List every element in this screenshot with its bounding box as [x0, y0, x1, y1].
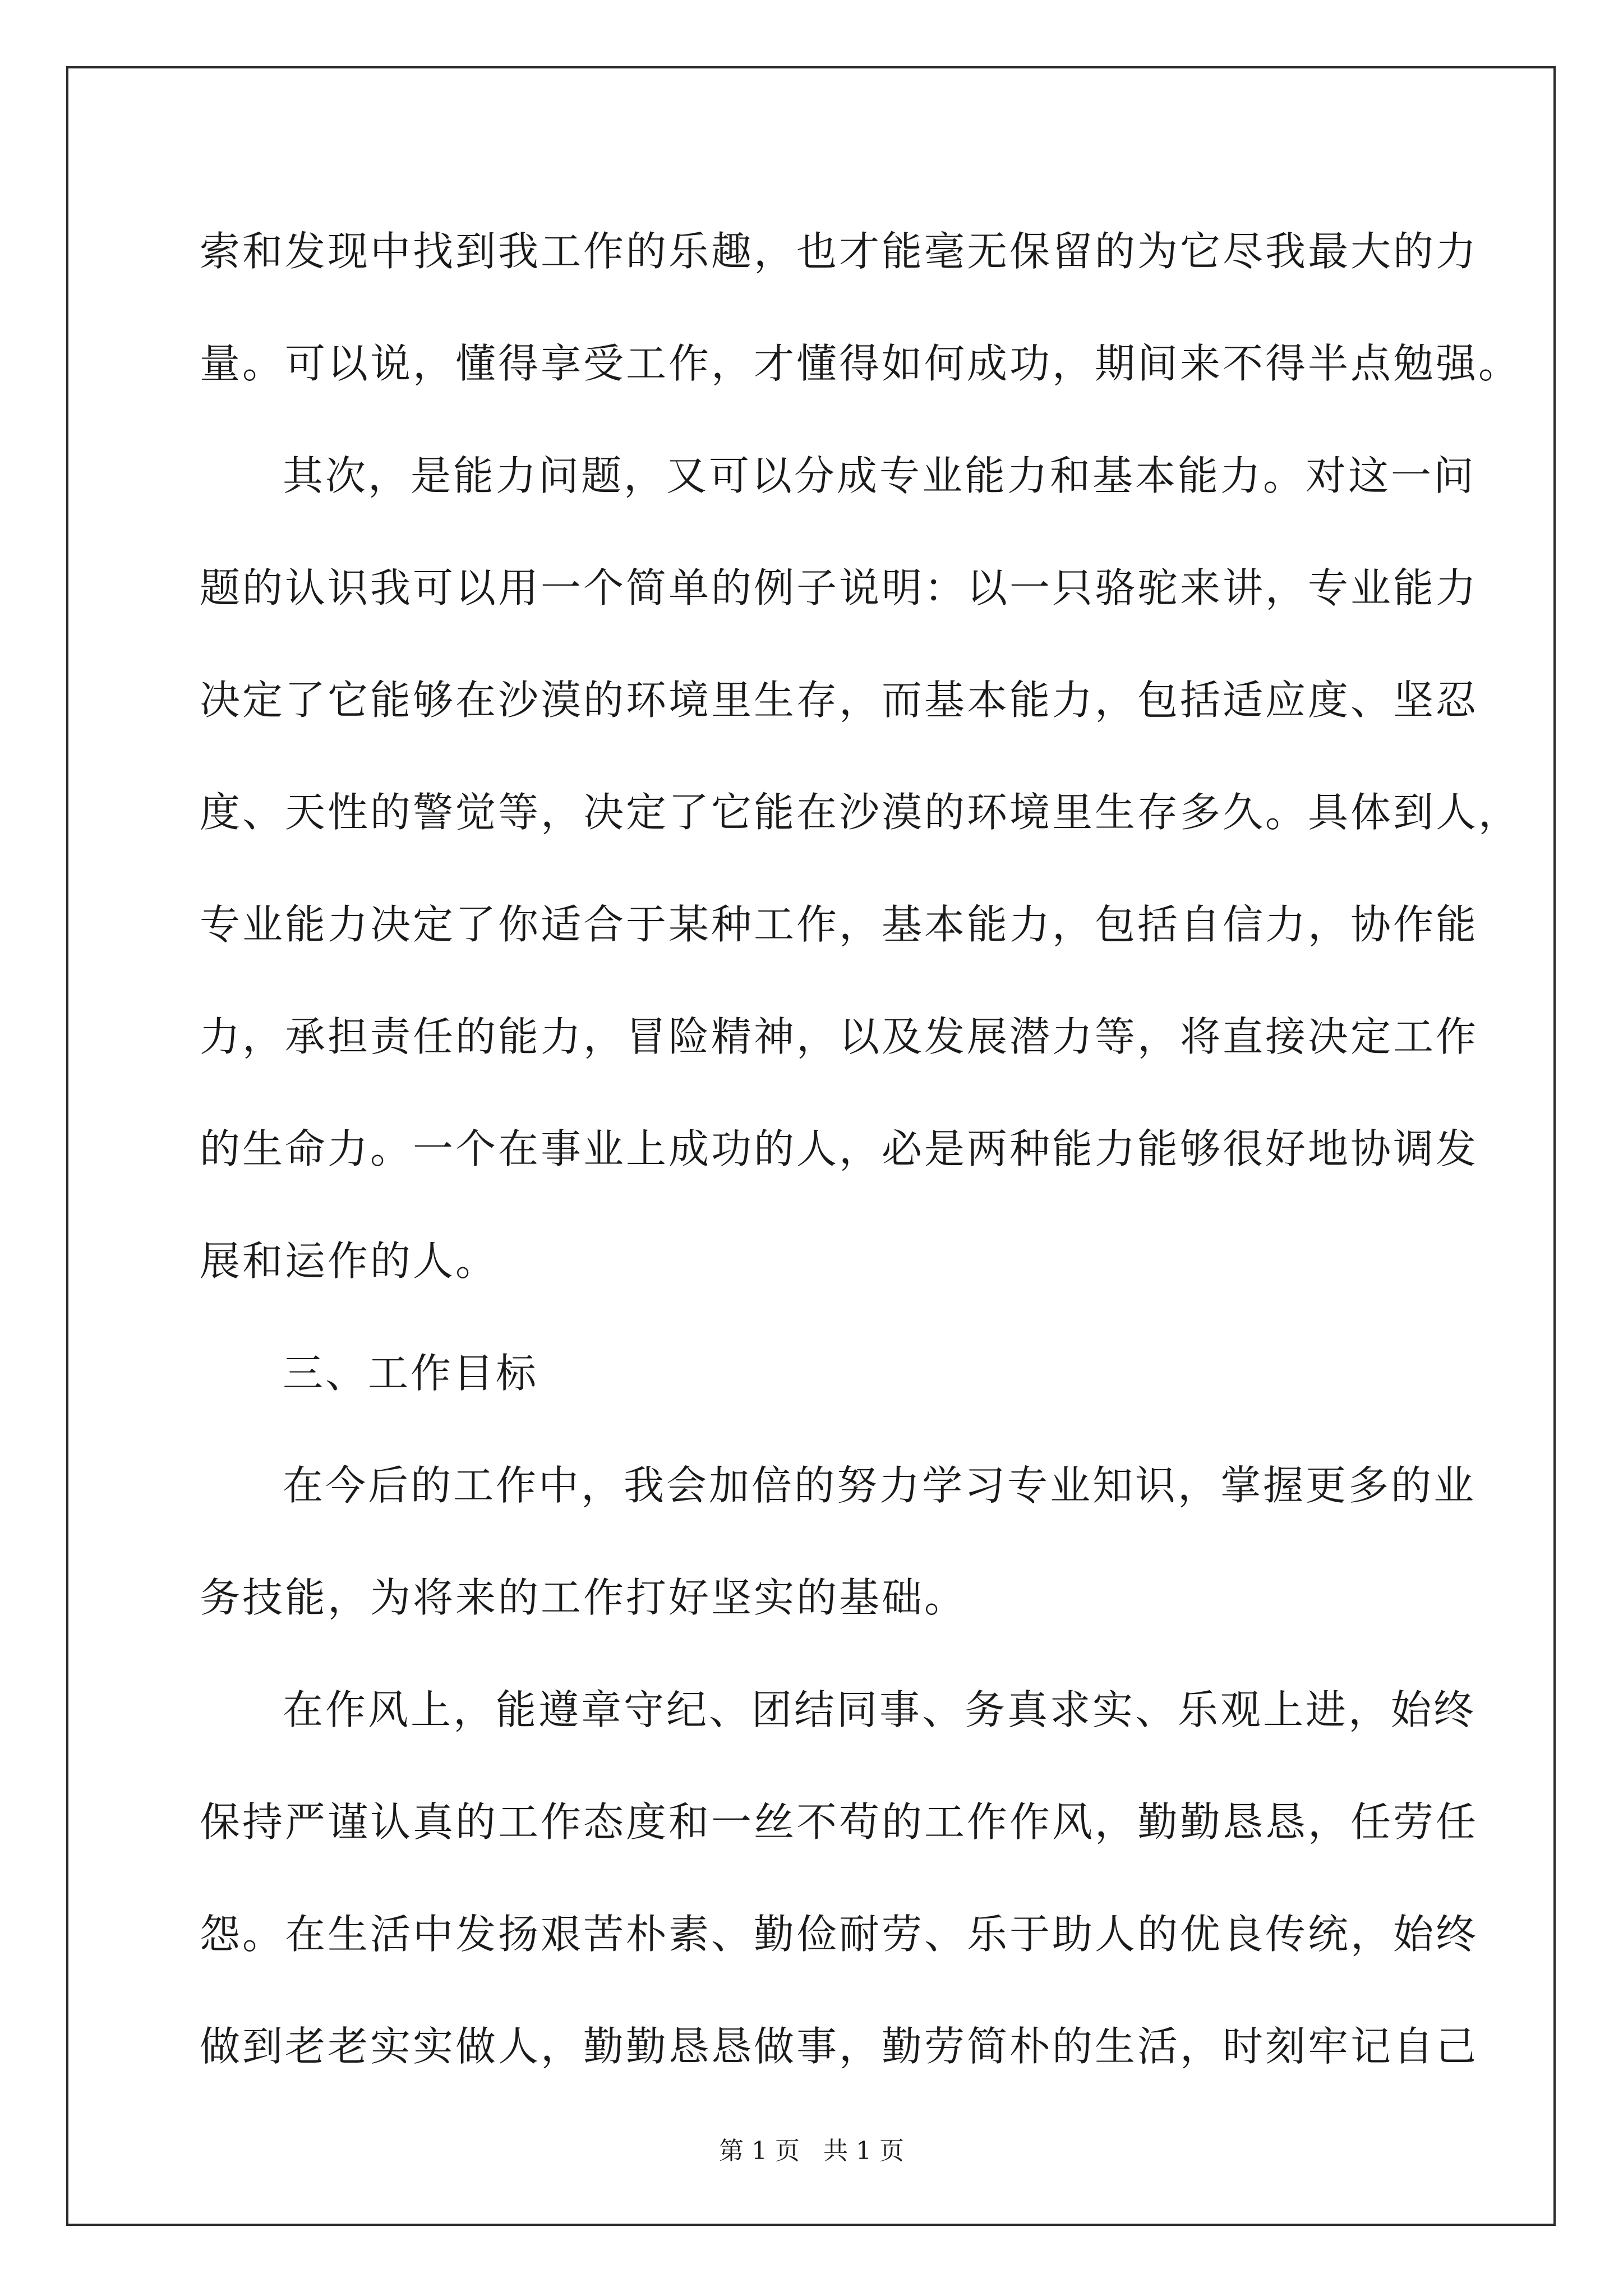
text-line-15: 保持严谨认真的工作态度和一丝不苟的工作作风，勤勤恳恳，任劳任	[200, 1798, 1479, 1846]
text-line-7: 专业能力决定了你适合于某种工作，基本能力，包括自信力，协作能	[200, 901, 1479, 948]
text-line-6: 度、天性的警觉等，决定了它能在沙漠的环境里生存多久。具体到人，	[200, 789, 1521, 836]
text-line-13: 务技能，为将来的工作打好坚实的基础。	[200, 1574, 967, 1621]
page-number-footer: 第 1 页 共 1 页	[719, 2137, 904, 2165]
text-line-3: 其次，是能力问题，又可以分成专业能力和基本能力。对这一问	[283, 452, 1477, 499]
text-line-4: 题的认识我可以用一个简单的例子说明：以一只骆驼来讲，专业能力	[200, 564, 1479, 611]
document-body	[200, 218, 1521, 2125]
section-heading: 三、工作目标	[283, 1350, 539, 1397]
text-line-12: 在今后的工作中，我会加倍的努力学习专业知识，掌握更多的业	[283, 1462, 1477, 1509]
text-line-10: 展和运作的人。	[200, 1237, 499, 1285]
text-line-2: 量。可以说，懂得享受工作，才懂得如何成功，期间来不得半点勉强。	[200, 340, 1521, 387]
text-line-5: 决定了它能够在沙漠的环境里生存，而基本能力，包括适应度、坚忍	[200, 677, 1479, 724]
text-line-14: 在作风上，能遵章守纪、团结同事、务真求实、乐观上进，始终	[283, 1686, 1477, 1733]
text-line-8: 力，承担责任的能力，冒险精神，以及发展潜力等，将直接决定工作	[200, 1013, 1479, 1060]
text-line-16: 怨。在生活中发扬艰苦朴素、勤俭耐劳、乐于助人的优良传统，始终	[200, 1911, 1479, 1958]
text-line-17: 做到老老实实做人，勤勤恳恳做事，勤劳简朴的生活，时刻牢记自己	[200, 2023, 1479, 2070]
text-line-9: 的生命力。一个在事业上成功的人，必是两种能力能够很好地协调发	[200, 1125, 1479, 1172]
text-line-1: 索和发现中找到我工作的乐趣，也才能毫无保留的为它尽我最大的力	[200, 228, 1479, 275]
